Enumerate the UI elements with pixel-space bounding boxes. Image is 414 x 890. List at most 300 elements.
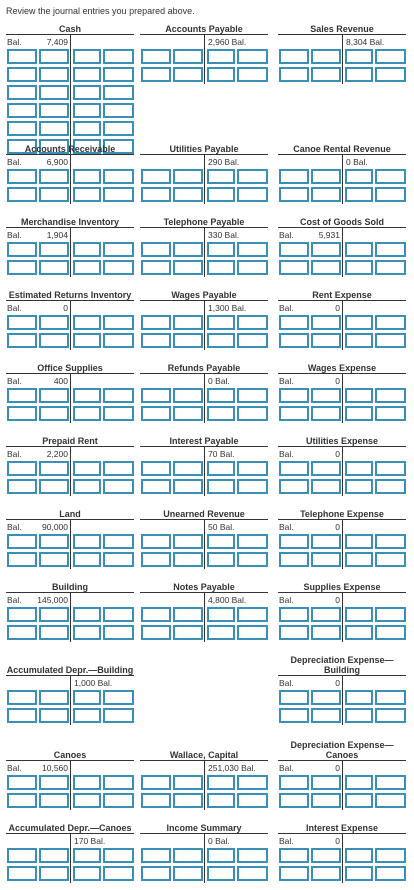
debit-amount-input[interactable] bbox=[311, 461, 342, 476]
debit-ref-input[interactable] bbox=[141, 333, 171, 348]
debit-amount-input[interactable] bbox=[173, 461, 204, 476]
credit-amount-input[interactable] bbox=[375, 552, 406, 567]
credit-ref-input[interactable] bbox=[207, 388, 235, 403]
debit-ref-input[interactable] bbox=[279, 333, 309, 348]
credit-amount-input[interactable] bbox=[375, 187, 406, 202]
debit-ref-input[interactable] bbox=[279, 242, 309, 257]
debit-ref-input[interactable] bbox=[141, 552, 171, 567]
credit-ref-input[interactable] bbox=[73, 625, 101, 640]
debit-ref-input[interactable] bbox=[7, 103, 37, 118]
debit-amount-input[interactable] bbox=[39, 260, 70, 275]
debit-ref-input[interactable] bbox=[279, 479, 309, 494]
debit-amount-input[interactable] bbox=[311, 479, 342, 494]
debit-ref-input[interactable] bbox=[279, 388, 309, 403]
credit-ref-input[interactable] bbox=[207, 461, 235, 476]
credit-amount-input[interactable] bbox=[237, 260, 268, 275]
debit-ref-input[interactable] bbox=[141, 67, 171, 82]
credit-ref-input[interactable] bbox=[345, 67, 373, 82]
debit-amount-input[interactable] bbox=[311, 49, 342, 64]
credit-ref-input[interactable] bbox=[345, 260, 373, 275]
credit-ref-input[interactable] bbox=[73, 388, 101, 403]
debit-amount-input[interactable] bbox=[39, 479, 70, 494]
debit-amount-input[interactable] bbox=[173, 315, 204, 330]
credit-ref-input[interactable] bbox=[73, 461, 101, 476]
credit-amount-input[interactable] bbox=[103, 534, 134, 549]
debit-amount-input[interactable] bbox=[39, 121, 70, 136]
debit-amount-input[interactable] bbox=[311, 333, 342, 348]
credit-amount-input[interactable] bbox=[237, 187, 268, 202]
debit-amount-input[interactable] bbox=[173, 775, 204, 790]
credit-amount-input[interactable] bbox=[237, 793, 268, 808]
credit-ref-input[interactable] bbox=[73, 708, 101, 723]
credit-ref-input[interactable] bbox=[207, 793, 235, 808]
debit-amount-input[interactable] bbox=[39, 49, 70, 64]
debit-ref-input[interactable] bbox=[7, 848, 37, 863]
t-divider bbox=[342, 605, 343, 624]
credit-amount-input[interactable] bbox=[237, 406, 268, 421]
debit-amount-input[interactable] bbox=[39, 534, 70, 549]
debit-ref-input[interactable] bbox=[141, 315, 171, 330]
debit-amount-input[interactable] bbox=[39, 461, 70, 476]
credit-ref-input[interactable] bbox=[207, 333, 235, 348]
debit-amount-input[interactable] bbox=[311, 866, 342, 881]
debit-ref-input[interactable] bbox=[141, 848, 171, 863]
debit-amount-input[interactable] bbox=[311, 242, 342, 257]
debit-ref-input[interactable] bbox=[279, 169, 309, 184]
debit-ref-input[interactable] bbox=[141, 534, 171, 549]
credit-amount-input[interactable] bbox=[103, 103, 134, 118]
credit-ref-input[interactable] bbox=[73, 866, 101, 881]
debit-amount-input[interactable] bbox=[173, 333, 204, 348]
credit-ref-input[interactable] bbox=[73, 67, 101, 82]
debit-amount-input[interactable] bbox=[173, 479, 204, 494]
debit-amount-input[interactable] bbox=[39, 690, 70, 705]
debit-ref-input[interactable] bbox=[141, 187, 171, 202]
credit-amount-input[interactable] bbox=[375, 690, 406, 705]
debit-ref-input[interactable] bbox=[7, 866, 37, 881]
credit-ref-input[interactable] bbox=[73, 121, 101, 136]
entry-row bbox=[278, 865, 406, 882]
credit-amount-input[interactable] bbox=[375, 479, 406, 494]
credit-ref-input[interactable] bbox=[73, 690, 101, 705]
debit-amount-input[interactable] bbox=[39, 607, 70, 622]
debit-ref-input[interactable] bbox=[7, 552, 37, 567]
debit-amount-input[interactable] bbox=[39, 169, 70, 184]
credit-amount-input[interactable] bbox=[375, 775, 406, 790]
credit-amount-input[interactable] bbox=[375, 388, 406, 403]
debit-amount-input[interactable] bbox=[39, 103, 70, 118]
credit-ref-input[interactable] bbox=[207, 49, 235, 64]
credit-ref-input[interactable] bbox=[207, 67, 235, 82]
credit-ref-input[interactable] bbox=[73, 85, 101, 100]
debit-ref-input[interactable] bbox=[141, 388, 171, 403]
credit-ref-input[interactable] bbox=[73, 479, 101, 494]
debit-amount-input[interactable] bbox=[173, 607, 204, 622]
debit-amount-input[interactable] bbox=[39, 333, 70, 348]
credit-amount-input[interactable] bbox=[237, 552, 268, 567]
credit-ref-input[interactable] bbox=[207, 242, 235, 257]
debit-ref-input[interactable] bbox=[7, 479, 37, 494]
credit-ref-input[interactable] bbox=[345, 866, 373, 881]
credit-ref-input[interactable] bbox=[207, 625, 235, 640]
balance-row bbox=[278, 301, 406, 313]
balance-label: Bal. bbox=[7, 37, 22, 47]
debit-ref-input[interactable] bbox=[7, 187, 37, 202]
credit-amount-input[interactable] bbox=[103, 333, 134, 348]
account-title: Accounts Receivable bbox=[24, 144, 116, 154]
credit-amount-input[interactable] bbox=[375, 49, 406, 64]
credit-amount-input[interactable] bbox=[103, 775, 134, 790]
debit-ref-input[interactable] bbox=[141, 866, 171, 881]
credit-amount-input[interactable] bbox=[103, 67, 134, 82]
debit-ref-input[interactable] bbox=[279, 187, 309, 202]
debit-ref-input[interactable] bbox=[141, 260, 171, 275]
debit-amount-input[interactable] bbox=[311, 848, 342, 863]
credit-ref-input[interactable] bbox=[345, 242, 373, 257]
debit-amount-input[interactable] bbox=[173, 242, 204, 257]
debit-ref-input[interactable] bbox=[279, 260, 309, 275]
debit-ref-input[interactable] bbox=[279, 607, 309, 622]
t-divider bbox=[70, 83, 71, 102]
credit-amount-input[interactable] bbox=[103, 187, 134, 202]
debit-ref-input[interactable] bbox=[141, 169, 171, 184]
credit-ref-input[interactable] bbox=[207, 406, 235, 421]
debit-ref-input[interactable] bbox=[141, 49, 171, 64]
entry-row bbox=[6, 774, 134, 791]
t-divider bbox=[342, 864, 343, 883]
debit-amount-input[interactable] bbox=[173, 187, 204, 202]
debit-ref-input[interactable] bbox=[279, 315, 309, 330]
credit-balance: 170 Bal. bbox=[74, 836, 106, 846]
debit-amount-input[interactable] bbox=[311, 552, 342, 567]
debit-ref-input[interactable] bbox=[7, 461, 37, 476]
debit-amount-input[interactable] bbox=[311, 775, 342, 790]
credit-amount-input[interactable] bbox=[103, 848, 134, 863]
debit-amount-input[interactable] bbox=[39, 242, 70, 257]
debit-amount-input[interactable] bbox=[173, 67, 204, 82]
credit-amount-input[interactable] bbox=[237, 461, 268, 476]
credit-amount-input[interactable] bbox=[375, 866, 406, 881]
debit-ref-input[interactable] bbox=[141, 625, 171, 640]
debit-ref-input[interactable] bbox=[279, 534, 309, 549]
debit-amount-input[interactable] bbox=[39, 388, 70, 403]
entry-row bbox=[278, 314, 406, 331]
t-account-depr-expense-canoes bbox=[278, 740, 406, 809]
credit-ref-input[interactable] bbox=[73, 169, 101, 184]
credit-amount-input[interactable] bbox=[375, 848, 406, 863]
credit-ref-input[interactable] bbox=[345, 333, 373, 348]
credit-ref-input[interactable] bbox=[207, 187, 235, 202]
credit-amount-input[interactable] bbox=[375, 169, 406, 184]
balance-label: Bal. bbox=[7, 157, 22, 167]
debit-ref-input[interactable] bbox=[7, 388, 37, 403]
debit-amount-input[interactable] bbox=[311, 260, 342, 275]
credit-ref-input[interactable] bbox=[73, 315, 101, 330]
credit-ref-input[interactable] bbox=[345, 461, 373, 476]
credit-amount-input[interactable] bbox=[237, 333, 268, 348]
debit-ref-input[interactable] bbox=[141, 775, 171, 790]
credit-amount-input[interactable] bbox=[237, 315, 268, 330]
credit-ref-input[interactable] bbox=[73, 775, 101, 790]
debit-amount-input[interactable] bbox=[173, 534, 204, 549]
credit-ref-input[interactable] bbox=[73, 49, 101, 64]
debit-amount-input[interactable] bbox=[39, 775, 70, 790]
credit-amount-input[interactable] bbox=[103, 85, 134, 100]
credit-amount-input[interactable] bbox=[103, 169, 134, 184]
credit-ref-input[interactable] bbox=[207, 607, 235, 622]
credit-ref-input[interactable] bbox=[73, 534, 101, 549]
debit-amount-input[interactable] bbox=[311, 607, 342, 622]
debit-ref-input[interactable] bbox=[7, 607, 37, 622]
debit-amount-input[interactable] bbox=[39, 187, 70, 202]
debit-amount-input[interactable] bbox=[173, 169, 204, 184]
credit-amount-input[interactable] bbox=[375, 793, 406, 808]
credit-amount-input[interactable] bbox=[237, 479, 268, 494]
debit-ref-input[interactable] bbox=[7, 793, 37, 808]
credit-amount-input[interactable] bbox=[103, 708, 134, 723]
debit-amount-input[interactable] bbox=[173, 625, 204, 640]
credit-ref-input[interactable] bbox=[73, 260, 101, 275]
debit-ref-input[interactable] bbox=[141, 242, 171, 257]
credit-amount-input[interactable] bbox=[375, 534, 406, 549]
entry-rows bbox=[140, 48, 268, 83]
debit-amount-input[interactable] bbox=[39, 552, 70, 567]
credit-ref-input[interactable] bbox=[207, 848, 235, 863]
debit-amount-input[interactable] bbox=[39, 625, 70, 640]
debit-amount-input[interactable] bbox=[311, 315, 342, 330]
credit-ref-input[interactable] bbox=[345, 552, 373, 567]
credit-ref-input[interactable] bbox=[73, 552, 101, 567]
credit-amount-input[interactable] bbox=[103, 793, 134, 808]
credit-amount-input[interactable] bbox=[103, 260, 134, 275]
debit-ref-input[interactable] bbox=[279, 848, 309, 863]
debit-amount-input[interactable] bbox=[311, 534, 342, 549]
credit-amount-input[interactable] bbox=[237, 848, 268, 863]
credit-ref-input[interactable] bbox=[207, 552, 235, 567]
credit-ref-input[interactable] bbox=[345, 187, 373, 202]
credit-amount-input[interactable] bbox=[237, 534, 268, 549]
account-title: Merchandise Inventory bbox=[20, 217, 120, 227]
debit-amount-input[interactable] bbox=[39, 793, 70, 808]
debit-ref-input[interactable] bbox=[279, 552, 309, 567]
credit-amount-input[interactable] bbox=[375, 607, 406, 622]
debit-amount-input[interactable] bbox=[311, 625, 342, 640]
balance-label: Bal. bbox=[7, 303, 22, 313]
credit-ref-input[interactable] bbox=[345, 848, 373, 863]
debit-ref-input[interactable] bbox=[279, 690, 309, 705]
credit-amount-input[interactable] bbox=[375, 708, 406, 723]
t-divider bbox=[342, 791, 343, 810]
debit-ref-input[interactable] bbox=[141, 461, 171, 476]
credit-ref-input[interactable] bbox=[73, 242, 101, 257]
credit-ref-input[interactable] bbox=[345, 607, 373, 622]
debit-ref-input[interactable] bbox=[141, 479, 171, 494]
debit-amount-input[interactable] bbox=[311, 388, 342, 403]
debit-ref-input[interactable] bbox=[279, 406, 309, 421]
t-divider bbox=[342, 688, 343, 707]
credit-ref-input[interactable] bbox=[73, 187, 101, 202]
credit-amount-input[interactable] bbox=[103, 242, 134, 257]
debit-amount-input[interactable] bbox=[311, 187, 342, 202]
debit-ref-input[interactable] bbox=[7, 121, 37, 136]
credit-ref-input[interactable] bbox=[345, 708, 373, 723]
debit-ref-input[interactable] bbox=[141, 607, 171, 622]
credit-amount-input[interactable] bbox=[103, 866, 134, 881]
debit-ref-input[interactable] bbox=[141, 793, 171, 808]
credit-ref-input[interactable] bbox=[345, 479, 373, 494]
debit-amount-input[interactable] bbox=[39, 866, 70, 881]
debit-ref-input[interactable] bbox=[7, 775, 37, 790]
credit-ref-input[interactable] bbox=[345, 406, 373, 421]
credit-amount-input[interactable] bbox=[237, 169, 268, 184]
credit-amount-input[interactable] bbox=[103, 315, 134, 330]
debit-amount-input[interactable] bbox=[311, 690, 342, 705]
credit-amount-input[interactable] bbox=[375, 242, 406, 257]
t-divider bbox=[342, 532, 343, 551]
credit-amount-input[interactable] bbox=[103, 607, 134, 622]
credit-amount-input[interactable] bbox=[375, 406, 406, 421]
credit-ref-input[interactable] bbox=[207, 775, 235, 790]
debit-ref-input[interactable] bbox=[279, 775, 309, 790]
debit-amount-input[interactable] bbox=[39, 406, 70, 421]
credit-ref-input[interactable] bbox=[73, 607, 101, 622]
account-title: Wallace, Capital bbox=[169, 750, 239, 760]
credit-amount-input[interactable] bbox=[237, 49, 268, 64]
t-account-unearned-revenue bbox=[140, 509, 268, 568]
t-account-cost-of-goods-sold bbox=[278, 217, 406, 276]
entry-rows bbox=[278, 460, 406, 495]
credit-ref-input[interactable] bbox=[207, 479, 235, 494]
credit-ref-input[interactable] bbox=[345, 534, 373, 549]
credit-amount-input[interactable] bbox=[103, 552, 134, 567]
credit-amount-input[interactable] bbox=[103, 121, 134, 136]
credit-ref-input[interactable] bbox=[73, 103, 101, 118]
debit-balance: 0 bbox=[335, 522, 340, 532]
debit-amount-input[interactable] bbox=[173, 49, 204, 64]
credit-ref-input[interactable] bbox=[345, 169, 373, 184]
debit-amount-input[interactable] bbox=[39, 67, 70, 82]
balance-row bbox=[6, 676, 134, 688]
credit-ref-input[interactable] bbox=[207, 866, 235, 881]
debit-ref-input[interactable] bbox=[7, 315, 37, 330]
debit-ref-input[interactable] bbox=[7, 242, 37, 257]
credit-amount-input[interactable] bbox=[375, 625, 406, 640]
credit-ref-input[interactable] bbox=[345, 315, 373, 330]
debit-ref-input[interactable] bbox=[7, 260, 37, 275]
credit-amount-input[interactable] bbox=[375, 67, 406, 82]
debit-amount-input[interactable] bbox=[39, 85, 70, 100]
debit-ref-input[interactable] bbox=[279, 461, 309, 476]
debit-amount-input[interactable] bbox=[173, 793, 204, 808]
debit-ref-input[interactable] bbox=[7, 406, 37, 421]
credit-amount-input[interactable] bbox=[375, 333, 406, 348]
entry-rows bbox=[140, 774, 268, 809]
credit-amount-input[interactable] bbox=[103, 479, 134, 494]
credit-ref-input[interactable] bbox=[345, 388, 373, 403]
balance-row bbox=[6, 301, 134, 313]
entry-rows bbox=[6, 533, 134, 568]
credit-ref-input[interactable] bbox=[207, 169, 235, 184]
debit-ref-input[interactable] bbox=[279, 866, 309, 881]
credit-ref-input[interactable] bbox=[345, 775, 373, 790]
debit-ref-input[interactable] bbox=[7, 534, 37, 549]
credit-ref-input[interactable] bbox=[345, 49, 373, 64]
debit-amount-input[interactable] bbox=[173, 866, 204, 881]
credit-amount-input[interactable] bbox=[103, 461, 134, 476]
debit-amount-input[interactable] bbox=[173, 260, 204, 275]
debit-ref-input[interactable] bbox=[279, 708, 309, 723]
debit-ref-input[interactable] bbox=[7, 85, 37, 100]
balance-row bbox=[6, 155, 134, 167]
debit-amount-input[interactable] bbox=[311, 67, 342, 82]
credit-amount-input[interactable] bbox=[103, 49, 134, 64]
debit-amount-input[interactable] bbox=[39, 708, 70, 723]
debit-amount-input[interactable] bbox=[311, 708, 342, 723]
debit-ref-input[interactable] bbox=[141, 406, 171, 421]
debit-ref-input[interactable] bbox=[7, 708, 37, 723]
credit-amount-input[interactable] bbox=[237, 625, 268, 640]
debit-amount-input[interactable] bbox=[173, 388, 204, 403]
debit-amount-input[interactable] bbox=[311, 406, 342, 421]
debit-ref-input[interactable] bbox=[7, 49, 37, 64]
debit-ref-input[interactable] bbox=[279, 625, 309, 640]
debit-ref-input[interactable] bbox=[7, 67, 37, 82]
t-divider bbox=[70, 301, 71, 313]
credit-ref-input[interactable] bbox=[73, 848, 101, 863]
credit-amount-input[interactable] bbox=[103, 406, 134, 421]
credit-amount-input[interactable] bbox=[103, 625, 134, 640]
credit-ref-input[interactable] bbox=[73, 793, 101, 808]
credit-amount-input[interactable] bbox=[375, 315, 406, 330]
debit-amount-input[interactable] bbox=[39, 848, 70, 863]
credit-amount-input[interactable] bbox=[237, 67, 268, 82]
balance-label: Bal. bbox=[279, 522, 294, 532]
debit-amount-input[interactable] bbox=[39, 315, 70, 330]
debit-amount-input[interactable] bbox=[173, 552, 204, 567]
credit-ref-input[interactable] bbox=[207, 260, 235, 275]
debit-ref-input[interactable] bbox=[279, 67, 309, 82]
credit-amount-input[interactable] bbox=[237, 388, 268, 403]
credit-ref-input[interactable] bbox=[73, 406, 101, 421]
credit-ref-input[interactable] bbox=[345, 793, 373, 808]
credit-amount-input[interactable] bbox=[375, 260, 406, 275]
credit-amount-input[interactable] bbox=[237, 866, 268, 881]
credit-ref-input[interactable] bbox=[73, 333, 101, 348]
debit-amount-input[interactable] bbox=[173, 406, 204, 421]
debit-amount-input[interactable] bbox=[311, 793, 342, 808]
credit-amount-input[interactable] bbox=[375, 461, 406, 476]
debit-ref-input[interactable] bbox=[7, 333, 37, 348]
credit-amount-input[interactable] bbox=[237, 607, 268, 622]
credit-amount-input[interactable] bbox=[103, 690, 134, 705]
debit-ref-input[interactable] bbox=[7, 625, 37, 640]
credit-amount-input[interactable] bbox=[103, 388, 134, 403]
debit-ref-input[interactable] bbox=[7, 690, 37, 705]
debit-amount-input[interactable] bbox=[311, 169, 342, 184]
debit-ref-input[interactable] bbox=[279, 49, 309, 64]
credit-amount-input[interactable] bbox=[237, 775, 268, 790]
entry-row bbox=[140, 241, 268, 258]
credit-ref-input[interactable] bbox=[207, 534, 235, 549]
debit-ref-input[interactable] bbox=[7, 169, 37, 184]
credit-ref-input[interactable] bbox=[345, 625, 373, 640]
debit-ref-input[interactable] bbox=[279, 793, 309, 808]
credit-amount-input[interactable] bbox=[237, 242, 268, 257]
t-divider bbox=[70, 374, 71, 386]
debit-amount-input[interactable] bbox=[173, 848, 204, 863]
credit-ref-input[interactable] bbox=[207, 315, 235, 330]
credit-ref-input[interactable] bbox=[345, 690, 373, 705]
